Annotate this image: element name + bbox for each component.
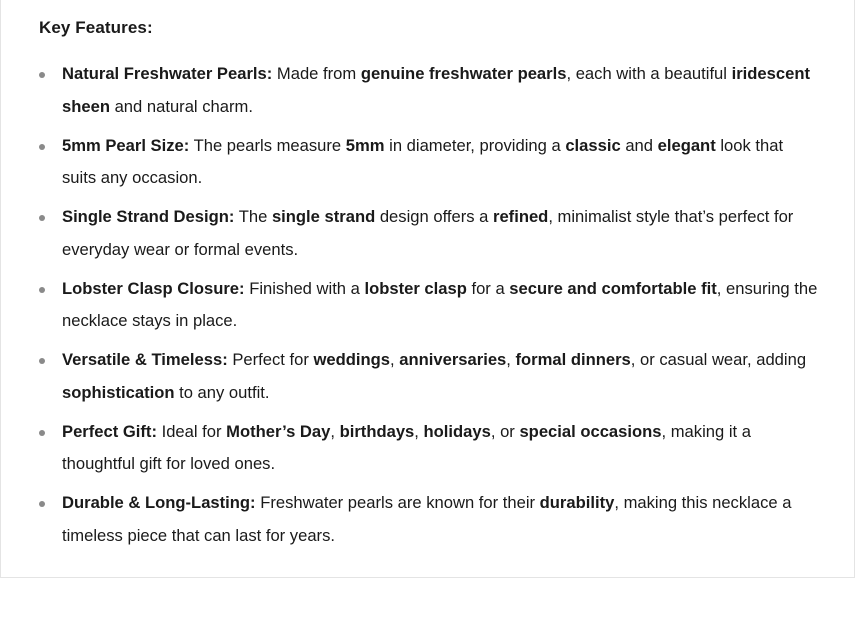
feature-emphasis: weddings: [313, 350, 391, 369]
list-item: [39, 416, 819, 481]
feature-emphasis: lobster clasp: [364, 278, 467, 298]
feature-emphasis: birthdays: [339, 421, 415, 441]
feature-emphasis: durability: [539, 493, 615, 512]
feature-text: for a: [466, 278, 510, 298]
feature-text: , making this necklace a timeless piece that can last for years.: [62, 493, 792, 545]
feature-emphasis: anniversaries: [399, 350, 507, 369]
feature-text: , making it a thoughtful gift for loved ones.: [62, 421, 751, 473]
feature-text: ,: [330, 421, 340, 441]
feature-emphasis: 5mm Pearl Size:: [62, 135, 190, 155]
bullet-icon: [39, 287, 45, 293]
feature-text: Finished with a: [244, 278, 365, 298]
bullet-icon: [39, 358, 45, 364]
bullet-icon: [39, 72, 45, 78]
feature-emphasis: Single Strand Design:: [62, 207, 235, 226]
feature-text: Ideal for: [156, 421, 227, 441]
feature-text: in diameter, providing a: [384, 135, 566, 155]
feature-emphasis: classic: [565, 135, 621, 155]
feature-text: The pearls measure: [189, 135, 346, 155]
feature-emphasis: iridescent sheen: [62, 64, 810, 116]
feature-emphasis: sophistication: [62, 382, 175, 402]
feature-text: Made from: [272, 64, 361, 83]
list-item: [39, 201, 819, 266]
feature-list: [39, 58, 819, 559]
feature-emphasis: Natural Freshwater Pearls:: [62, 64, 273, 83]
list-item: [39, 273, 819, 338]
feature-text: , ensuring the necklace stays in place.: [62, 278, 818, 330]
feature-text: to any outfit.: [174, 382, 270, 402]
feature-emphasis: Lobster Clasp Closure:: [62, 278, 245, 298]
feature-emphasis: genuine freshwater pearls: [360, 64, 567, 83]
bullet-icon: [39, 215, 45, 221]
feature-text: design offers a: [375, 207, 493, 226]
feature-emphasis: Perfect Gift:: [62, 421, 157, 441]
feature-text: , each with a beautiful: [566, 64, 732, 83]
feature-emphasis: Versatile & Timeless:: [62, 350, 228, 369]
feature-text: The: [234, 207, 272, 226]
feature-text: , minimalist style that’s perfect for everyday wear or formal events.: [62, 207, 794, 259]
feature-emphasis: elegant: [657, 135, 716, 155]
feature-emphasis: single strand: [271, 207, 376, 226]
feature-emphasis: formal dinners: [515, 350, 631, 369]
feature-emphasis: 5mm: [345, 135, 385, 155]
feature-text: , or: [490, 421, 520, 441]
feature-text: ,: [506, 350, 516, 369]
feature-text: Freshwater pearls are known for their: [255, 493, 540, 512]
feature-emphasis: holidays: [423, 421, 491, 441]
list-item: [39, 58, 819, 123]
bullet-icon: [39, 430, 45, 436]
feature-text: ,: [414, 421, 424, 441]
feature-emphasis: special occasions: [519, 421, 662, 441]
feature-emphasis: Mother’s Day: [226, 421, 331, 441]
feature-text: , or casual wear, adding: [630, 350, 807, 369]
feature-text: and natural charm.: [109, 96, 253, 116]
feature-text: and: [620, 135, 658, 155]
feature-emphasis: secure and comfortable fit: [509, 278, 717, 298]
feature-text: look that suits any occasion.: [62, 135, 784, 187]
bullet-icon: [39, 501, 45, 507]
bullet-icon: [39, 144, 45, 150]
feature-emphasis: refined: [493, 207, 549, 226]
feature-emphasis: Durable & Long-Lasting:: [62, 493, 256, 512]
feature-text: ,: [390, 350, 400, 369]
list-item: [39, 130, 819, 195]
section-heading: Key Features:: [39, 18, 153, 37]
list-item: [39, 487, 819, 552]
list-item: [39, 344, 819, 409]
feature-text: Perfect for: [227, 350, 314, 369]
